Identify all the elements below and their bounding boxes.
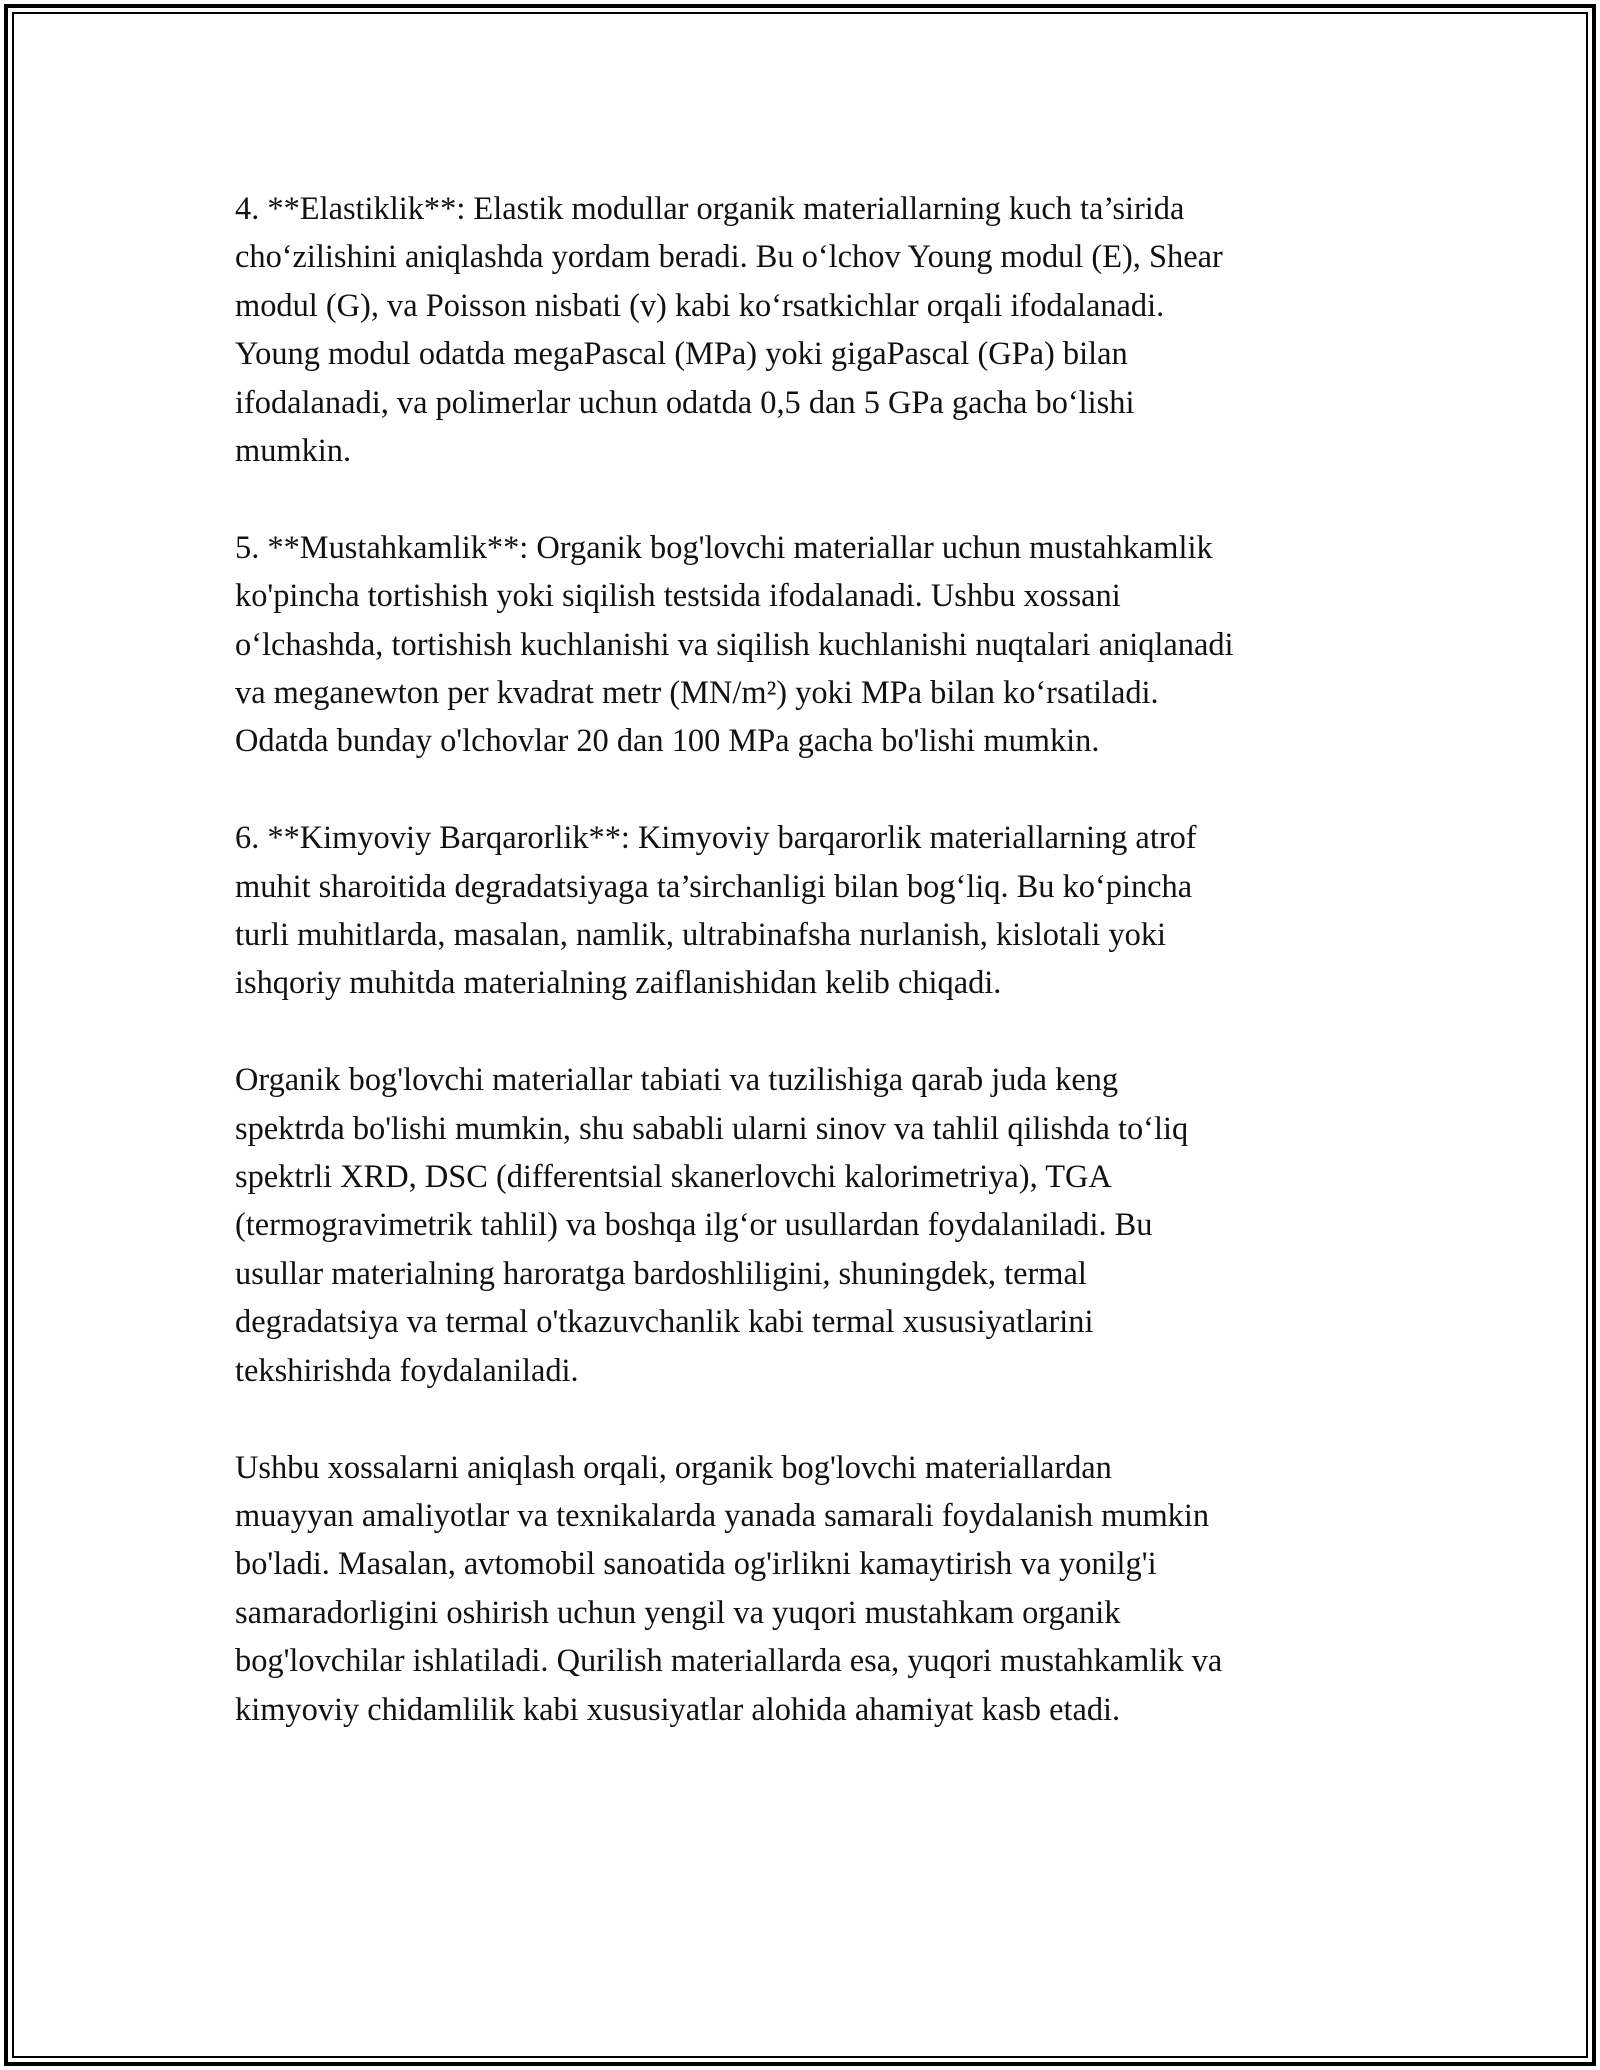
paragraph-chemical-stability: 6. **Kimyoviy Barqarorlik**: Kimyoviy barqarorlik materiallarning atrof muhit sharoitida degradatsiyaga ta’sirchanligi bilan bog‘liq. Bu ko‘pincha turli muhitlarda, masalan, namlik, ultrabinafsha nurlanish, kislotali yoki ishqoriy muhitda materialning zaiflanishidan kelib chiqadi. xyxy=(235,820,1197,1002)
paragraph-applications: Ushbu xossalarni aniqlash orqali, organik bog'lovchi materiallardan muayyan amaliyotlar va texnikalarda yanada samarali foydalanish mumkin bo'ladi. Masalan, avtomobil sanoatida og'irlikni kamaytirish va yonilg'i samaradorligini oshirish uchun yengil va yuqori mustahkam organik bog'lovchilar ishlatiladi. Qurilish materiallarda esa, yuqori mustahkamlik va kimyoviy chidamlilik kabi xususiyatlar alohida ahamiyat kasb etadi. xyxy=(235,1449,1223,1728)
paragraph-strength: 5. **Mustahkamlik**: Organik bog'lovchi materiallar uchun mustahkamlik ko'pincha tortishish yoki siqilish testsida ifodalanadi. Ushbu xossani o‘lchashda, tortishish kuchlanishi va siqilish kuchlanishi nuqtalari aniqlanadi va meganewton per kvadrat metr (MN/m²) yoki MPa bilan ko‘rsatiladi. Odatda bunday o'lchovlar 20 dan 100 MPa gacha bo'lishi mumkin. xyxy=(235,529,1234,760)
paragraph-analysis-methods: Organik bog'lovchi materiallar tabiati va tuzilishiga qarab juda keng spektrda bo'lishi mumkin, shu sababli ularni sinov va tahlil qilishda to‘liq spektrli XRD, DSC (differentsial skanerlovchi kalorimetriya), TGA (termogravimetrik tahlil) va boshqa ilg‘or usullardan foydalaniladi. Bu usullar materialning haroratga bardoshliligini, shuningdek, termal degradatsiya va termal o'tkazuvchanlik kabi termal xususiyatlarini tekshirishda foydalaniladi. xyxy=(235,1062,1189,1389)
document-body xyxy=(235,185,1395,1782)
paragraph-elasticity: 4. **Elastiklik**: Elastik modullar organik materiallarning kuch ta’sirida cho‘zilishini aniqlashda yordam beradi. Bu o‘lchov Young modul (E), Shear modul (G), va Poisson nisbati (v) kabi ko‘rsatkichlar orqali ifodalanadi. Young modul odatda megaPascal (MPa) yoki gigaPascal (GPa) bilan ifodalanadi, va polimerlar uchun odatda 0,5 dan 5 GPa gacha bo‘lishi mumkin. xyxy=(235,191,1223,470)
